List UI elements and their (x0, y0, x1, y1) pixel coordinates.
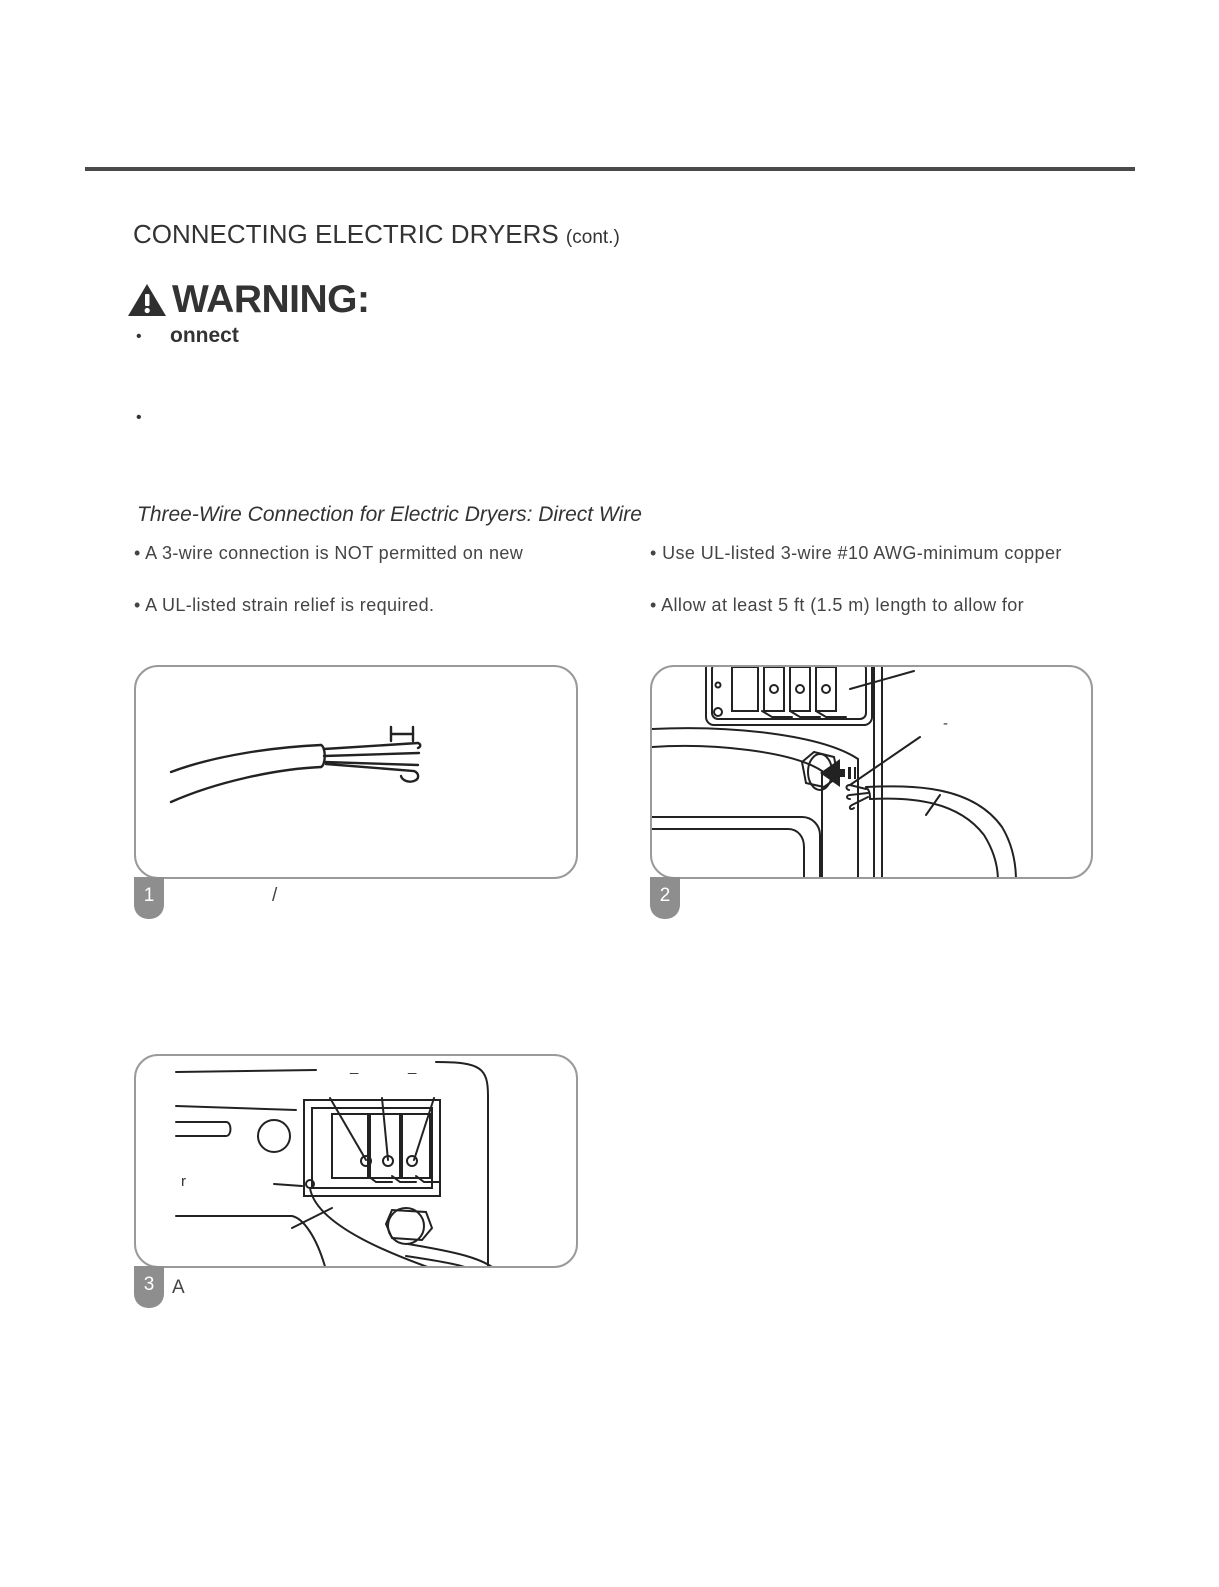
bullet-text: A 3-wire connection is NOT permitted on new (145, 543, 524, 563)
bullet-item: • Allow at least 5 ft (1.5 m) length to allow for (650, 595, 1025, 615)
bullet-text: Use UL-listed 3-wire #10 AWG-minimum copper (662, 543, 1062, 563)
warning-bullet-dot-2: • (136, 409, 142, 426)
figure-1-panel (134, 665, 578, 879)
warning-heading (126, 278, 369, 322)
bullet-item: • A UL-listed strain relief is required. (134, 595, 435, 615)
stripped-cable-illustration (136, 667, 578, 879)
warning-bullet-1: onnect (170, 324, 239, 347)
bullet-item: • A 3-wire connection is NOT permitted on new (134, 543, 524, 563)
strain-relief-illustration (652, 667, 1093, 879)
section-title (133, 219, 620, 250)
step-badge-3: 3 (134, 1266, 164, 1308)
bullet-text: A UL-listed strain relief is required. (145, 595, 435, 615)
terminal-block-illustration (136, 1056, 578, 1268)
section-title-text: CONNECTING ELECTRIC DRYERS (133, 219, 559, 249)
warning-bullet-dot-1: • (136, 328, 142, 345)
figure-3-mark-r: r (181, 1173, 186, 1190)
header-rule (85, 167, 1135, 171)
warning-triangle-icon (126, 282, 168, 318)
three-wire-heading: Three-Wire Connection for Electric Dryers: Direct Wire (137, 503, 642, 526)
warning-label: WARNING: (172, 278, 370, 321)
step-3-text: A (172, 1277, 185, 1298)
section-title-suffix: (cont.) (565, 227, 620, 248)
step-1-text: / (272, 885, 278, 906)
bullet-item: • Use UL-listed 3-wire #10 AWG-minimum copper (650, 543, 1062, 563)
step-badge-1: 1 (134, 877, 164, 919)
figure-2-panel (650, 665, 1093, 879)
step-badge-2: 2 (650, 877, 680, 919)
figure-3-mark-b: _ (408, 1058, 417, 1075)
bullet-text: Allow at least 5 ft (1.5 m) length to allow for (661, 595, 1025, 615)
figure-3-mark-a: _ (350, 1058, 359, 1075)
figure-3-panel (134, 1054, 578, 1268)
figure-2-mark: - (943, 715, 948, 732)
